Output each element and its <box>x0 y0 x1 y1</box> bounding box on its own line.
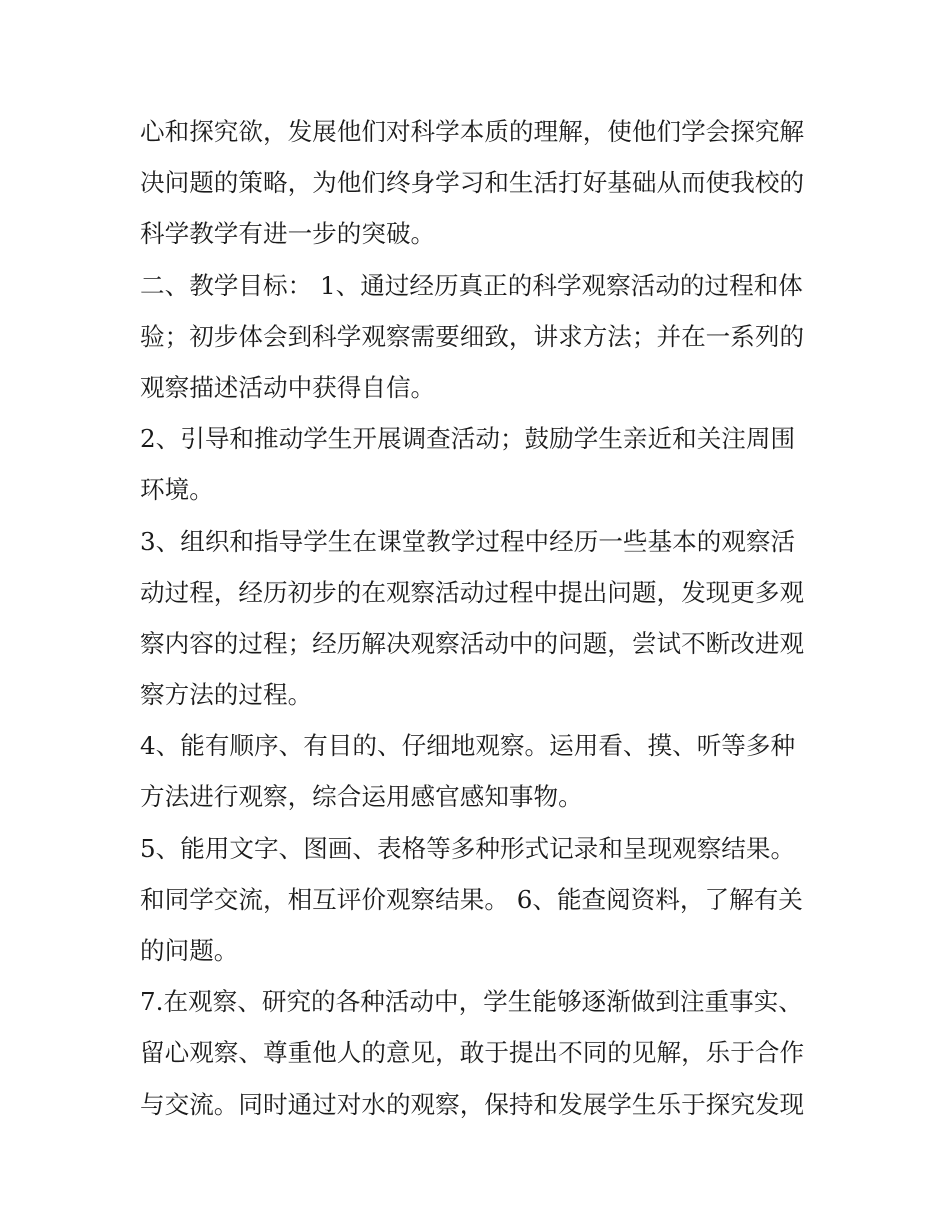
text-line: 5、能用文字、图画、表格等多种形式记录和呈现观察结果。 <box>140 833 796 863</box>
text-line: 环境。 <box>140 475 214 505</box>
document-body <box>140 106 818 1130</box>
text-line: 的问题。 <box>140 936 239 965</box>
text-line: 科学教学有进一步的突破。 <box>140 219 436 249</box>
text-line: 方法进行观察，综合运用感官感知事物。 <box>140 782 583 812</box>
text-line: 3、组织和指导学生在课堂教学过程中经历一些基本的观察活 <box>140 526 796 556</box>
text-line: 二、教学目标： 1、通过经历真正的科学观察活动的过程和体 <box>140 270 803 300</box>
text-line: 验；初步体会到科学观察需要细致，讲求方法；并在一系列的 <box>140 321 805 351</box>
text-line: 心和探究欲，发展他们对科学本质的理解，使他们学会探究解 <box>140 117 805 146</box>
text-line: 2、引导和推动学生开展调查活动；鼓励学生亲近和关注周围 <box>140 424 796 454</box>
text-line: 观察描述活动中获得自信。 <box>140 372 436 402</box>
text-line: 与交流。同时通过对水的观察，保持和发展学生乐于探究发现 <box>140 1089 805 1119</box>
text-line: 动过程，经历初步的在观察活动过程中提出问题，发现更多观 <box>140 577 805 607</box>
text-line: 察方法的过程。 <box>140 680 313 710</box>
text-line: 决问题的策略，为他们终身学习和生活打好基础从而使我校的 <box>140 168 805 198</box>
text-line: 留心观察、尊重他人的意见，敢于提出不同的见解，乐于合作 <box>140 1038 805 1068</box>
text-line: 和同学交流，相互评价观察结果。 6、能查阅资料，了解有关 <box>140 884 803 914</box>
text-line: 7.在观察、研究的各种活动中，学生能够逐渐做到注重事实、 <box>140 987 803 1017</box>
text-line: 4、能有顺序、有目的、仔细地观察。运用看、摸、听等多种 <box>140 731 796 761</box>
text-line: 察内容的过程；经历解决观察活动中的问题，尝试不断改进观 <box>140 628 805 658</box>
